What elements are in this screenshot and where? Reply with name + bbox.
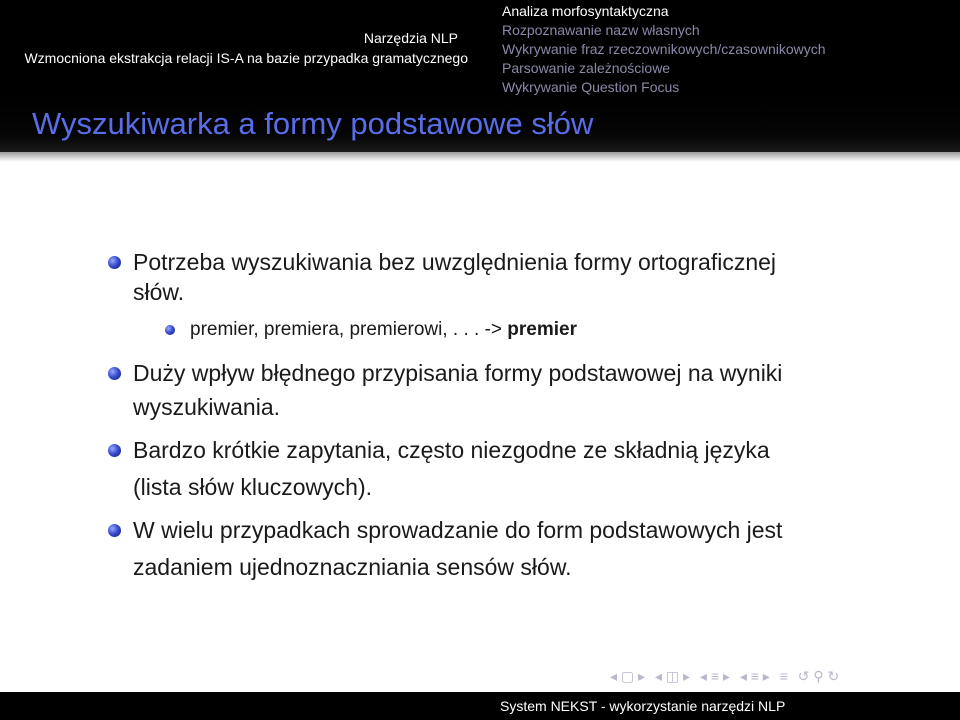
frame-title-bar xyxy=(0,96,960,152)
bullet-icon xyxy=(108,444,121,457)
bullet-text-4b: zadaniem ujednoznaczniania sensów słów. xyxy=(133,554,572,580)
title-shadow xyxy=(0,152,960,162)
footer-bar xyxy=(0,692,960,720)
nav-item-question-focus[interactable]: Wykrywanie Question Focus xyxy=(502,79,680,95)
headline-bar xyxy=(0,0,960,96)
bullet-text-1a: Potrzeba wyszukiwania bez uwzględnienia formy ortograficznej xyxy=(133,249,777,275)
bullet-text-4a: W wielu przypadkach sprowadzanie do form podstawowych jest xyxy=(133,517,783,543)
align-icon[interactable]: ≡ xyxy=(779,668,788,684)
bullet-text-3a: Bardzo krótkie zapytania, często niezgodne ze składnią języka xyxy=(133,437,770,463)
section-nav-icon[interactable]: ◂ ≡ ▸ xyxy=(699,668,730,684)
sub-bullet-prefix: premier, premiera, premierowi, . . . -> xyxy=(190,319,503,340)
nav-item-chunking[interactable]: Wykrywanie fraz rzeczownikowych/czasownikowych xyxy=(502,41,826,57)
footer-title: System NEKST - wykorzystanie narzędzi NLP xyxy=(500,698,786,714)
page-title: Wyszukiwarka a formy podstawowe słów xyxy=(32,106,594,141)
sub-bullet-icon xyxy=(165,325,175,335)
nav-item-analiza[interactable]: Analiza morfosyntaktyczna xyxy=(502,3,669,19)
navigation-symbols xyxy=(610,668,950,688)
sub-bullet-bold: premier xyxy=(507,319,577,340)
nav-item-parsing[interactable]: Parsowanie zależnościowe xyxy=(502,60,671,76)
headline-left xyxy=(0,0,480,96)
bullet-text-1b: słów. xyxy=(133,279,185,305)
subsection-nav-icon[interactable]: ◂ ◫ ▸ xyxy=(654,668,691,684)
bullet-text-3b: (lista słów kluczowych). xyxy=(133,474,372,500)
subsection-nav xyxy=(502,2,952,97)
sub-bullet-text xyxy=(190,313,577,347)
bullet-icon xyxy=(108,367,121,380)
document-nav-icon[interactable]: ◂ ≡ ▸ xyxy=(739,668,770,684)
bullet-text-2a: Duży wpływ błędnego przypisania formy podstawowej na wyniki xyxy=(133,360,783,386)
bullet-text-2b: wyszukiwania. xyxy=(133,394,280,420)
bullet-icon xyxy=(108,524,121,537)
search-icon[interactable]: ↺ ⚲ ↻ xyxy=(797,668,840,684)
subsection-title[interactable]: Wzmocniona ekstrakcja relacji IS-A na bazie przypadka gramatycznego xyxy=(24,50,468,66)
bullet-icon xyxy=(108,256,121,269)
nav-item-ner[interactable]: Rozpoznawanie nazw własnych xyxy=(502,22,700,38)
section-title[interactable]: Narzędzia NLP xyxy=(363,30,458,46)
frame-nav-icon[interactable]: ◂ ▢ ▸ xyxy=(610,668,646,684)
